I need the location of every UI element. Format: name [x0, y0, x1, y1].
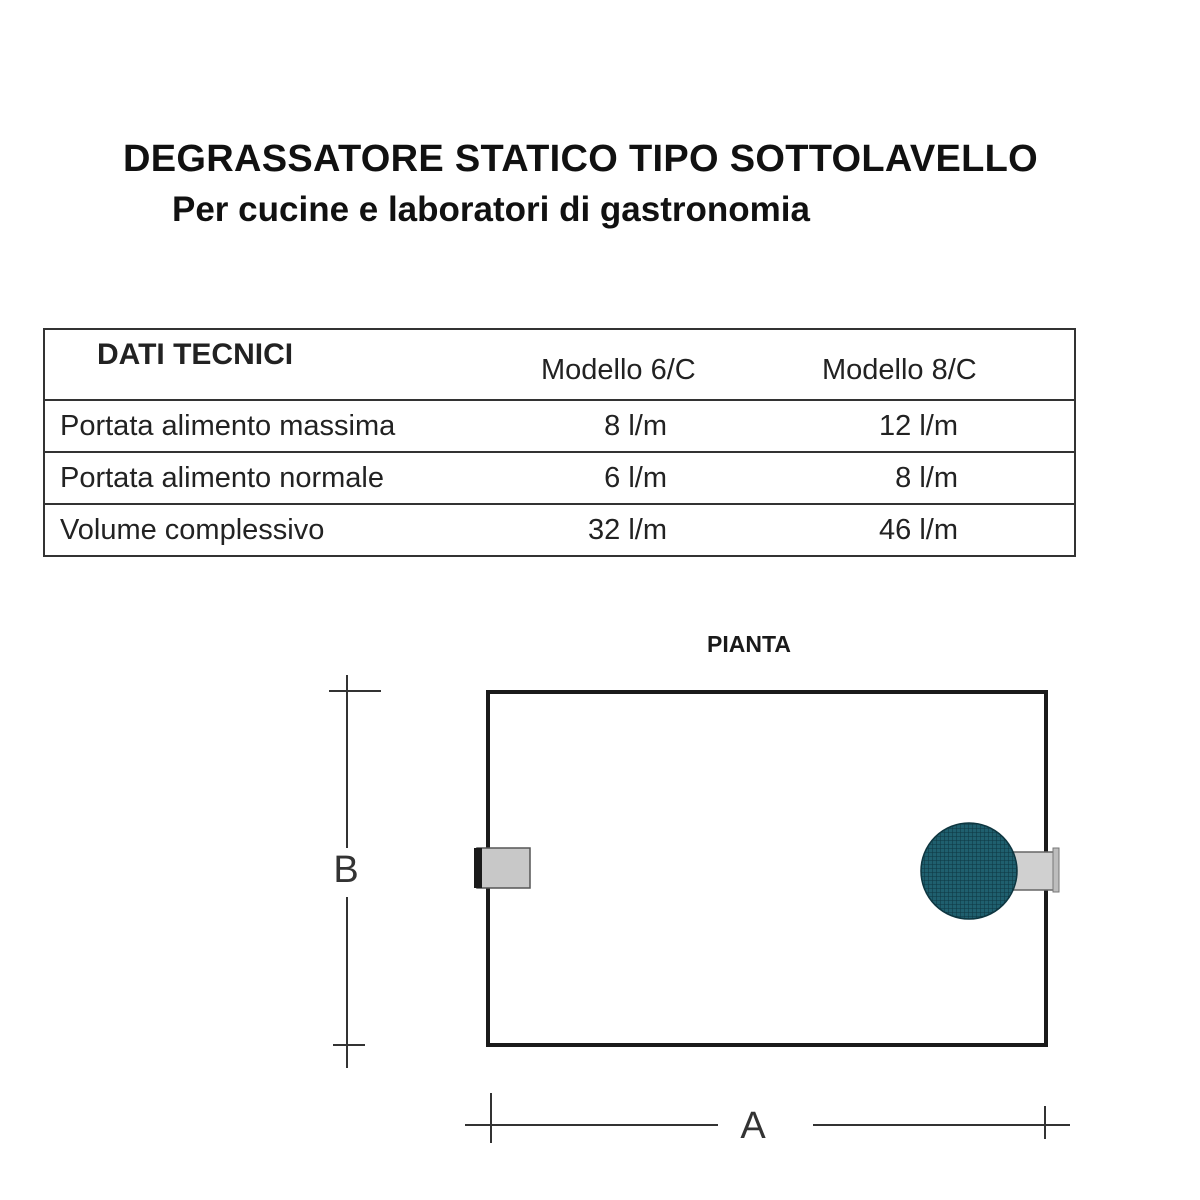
table-header-model-8: Modello 8/C [789, 329, 1075, 400]
page-subtitle: Per cucine e laboratori di gastronomia [172, 190, 810, 229]
page-title: DEGRASSATORE STATICO TIPO SOTTOLAVELLO [123, 138, 1038, 180]
inlet-pipe-body [477, 848, 530, 888]
dimension-b [329, 675, 381, 1068]
outlet-pipe [1012, 848, 1059, 892]
filter-basket [921, 823, 1017, 919]
row-value-model-6: 8 l/m [504, 400, 789, 452]
inlet-pipe [474, 848, 530, 888]
dimension-a [465, 1093, 1070, 1147]
row-label: Volume complessivo [44, 504, 504, 556]
row-value-model-6: 32 l/m [504, 504, 789, 556]
dimension-b-label: B [333, 849, 359, 891]
row-value-model-8: 46 l/m [789, 504, 1075, 556]
row-label: Portata alimento normale [44, 452, 504, 504]
table-header-model-6: Modello 6/C [504, 329, 789, 400]
row-value-model-8: 12 l/m [789, 400, 1075, 452]
table-header-label: DATI TECNICI [44, 329, 504, 400]
row-label: Portata alimento massima [44, 400, 504, 452]
outlet-pipe-flange [1053, 848, 1059, 892]
dimension-a-label: A [740, 1105, 766, 1147]
plan-view-label: PIANTA [707, 631, 791, 657]
outlet-pipe-body [1012, 852, 1056, 890]
inlet-pipe-flange [474, 848, 482, 888]
row-value-model-6: 6 l/m [504, 452, 789, 504]
row-value-model-8: 8 l/m [789, 452, 1075, 504]
